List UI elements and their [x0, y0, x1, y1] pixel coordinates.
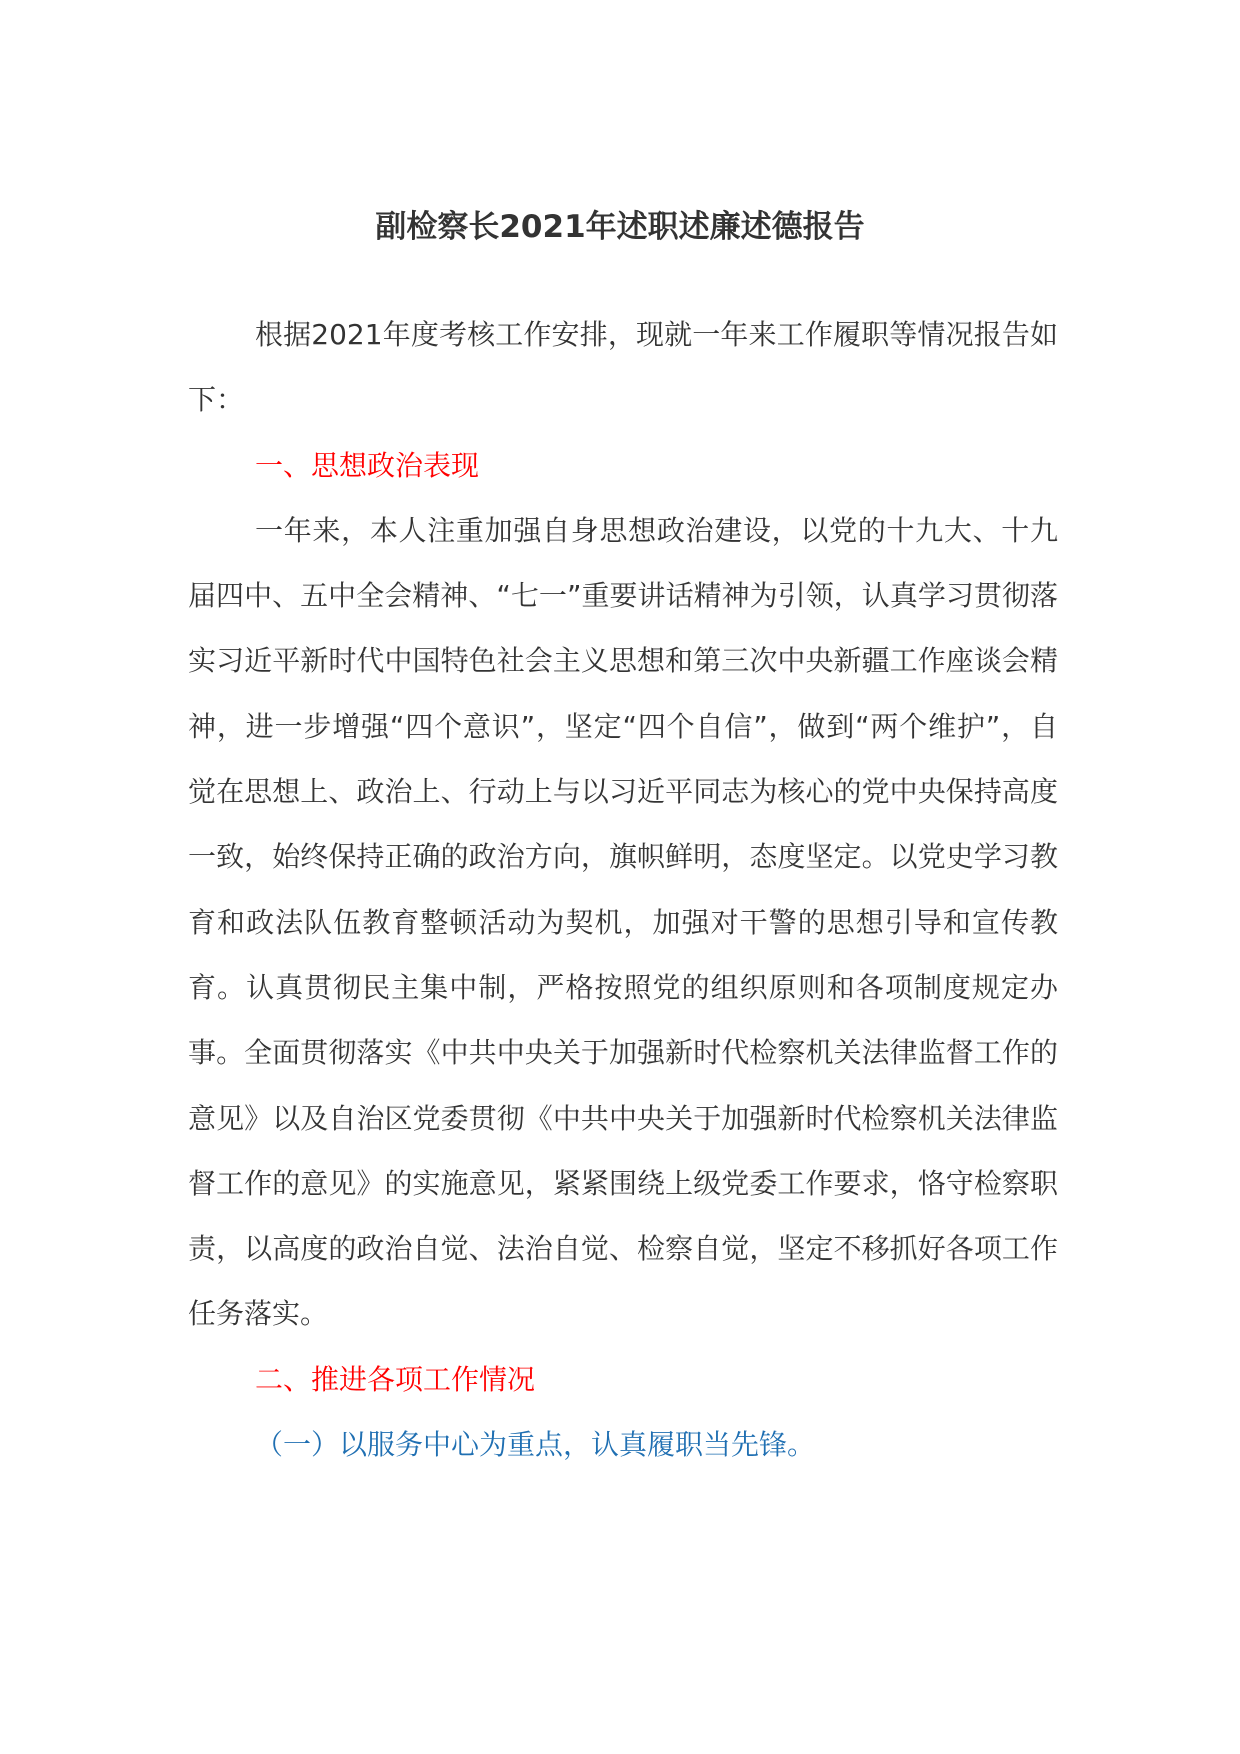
subsection-1-heading: （一）以服务中心为重点，认真履职当先锋。	[255, 1428, 816, 1462]
section-1-heading: 一、思想政治表现	[255, 448, 480, 482]
section-1-paragraph: 一年来，本人注重加强自身思想政治建设，以党的十九大、十九届四中、五中全会精神、“七一”重要讲话精神为引领，认真学习贯彻落实习近平新时代中国特色社会主义思想和第三次中央新疆工作座谈会精神，进一步增强“四个意识”，坚定“四个自信”，做到“两个维护”，自觉在思想上、政治上、行动上与以习近平同志为核心的党中央保持高度一致，始终保持正确的政治方向，旗帜鲜明，态度坚定。以党史学习教育和政法队伍教育整顿活动为契机，加强对干警的思想引导和宣传教育。认真贯彻民主集中制，严格按照党的组织原则和各项制度规定办事。全面贯彻落实《中共中央关于加强新时代检察机关法律监督工作的意见》以及自治区党委贯彻《中共中央关于加强新时代检察机关法律监督工作的意见》的实施意见，紧紧围绕上级党委工作要求，恪守检察职责，以高度的政治自觉、法治自觉、检察自觉，坚定不移抓好各项工作任务落实。	[188, 513, 1058, 1331]
intro-paragraph: 根据2021年度考核工作安排，现就一年来工作履职等情况报告如下：	[188, 318, 1058, 417]
document-title: 副检察长2021年述职述廉述德报告	[375, 209, 865, 245]
section-2-heading: 二、推进各项工作情况	[255, 1362, 536, 1396]
document-body	[188, 302, 1058, 1477]
